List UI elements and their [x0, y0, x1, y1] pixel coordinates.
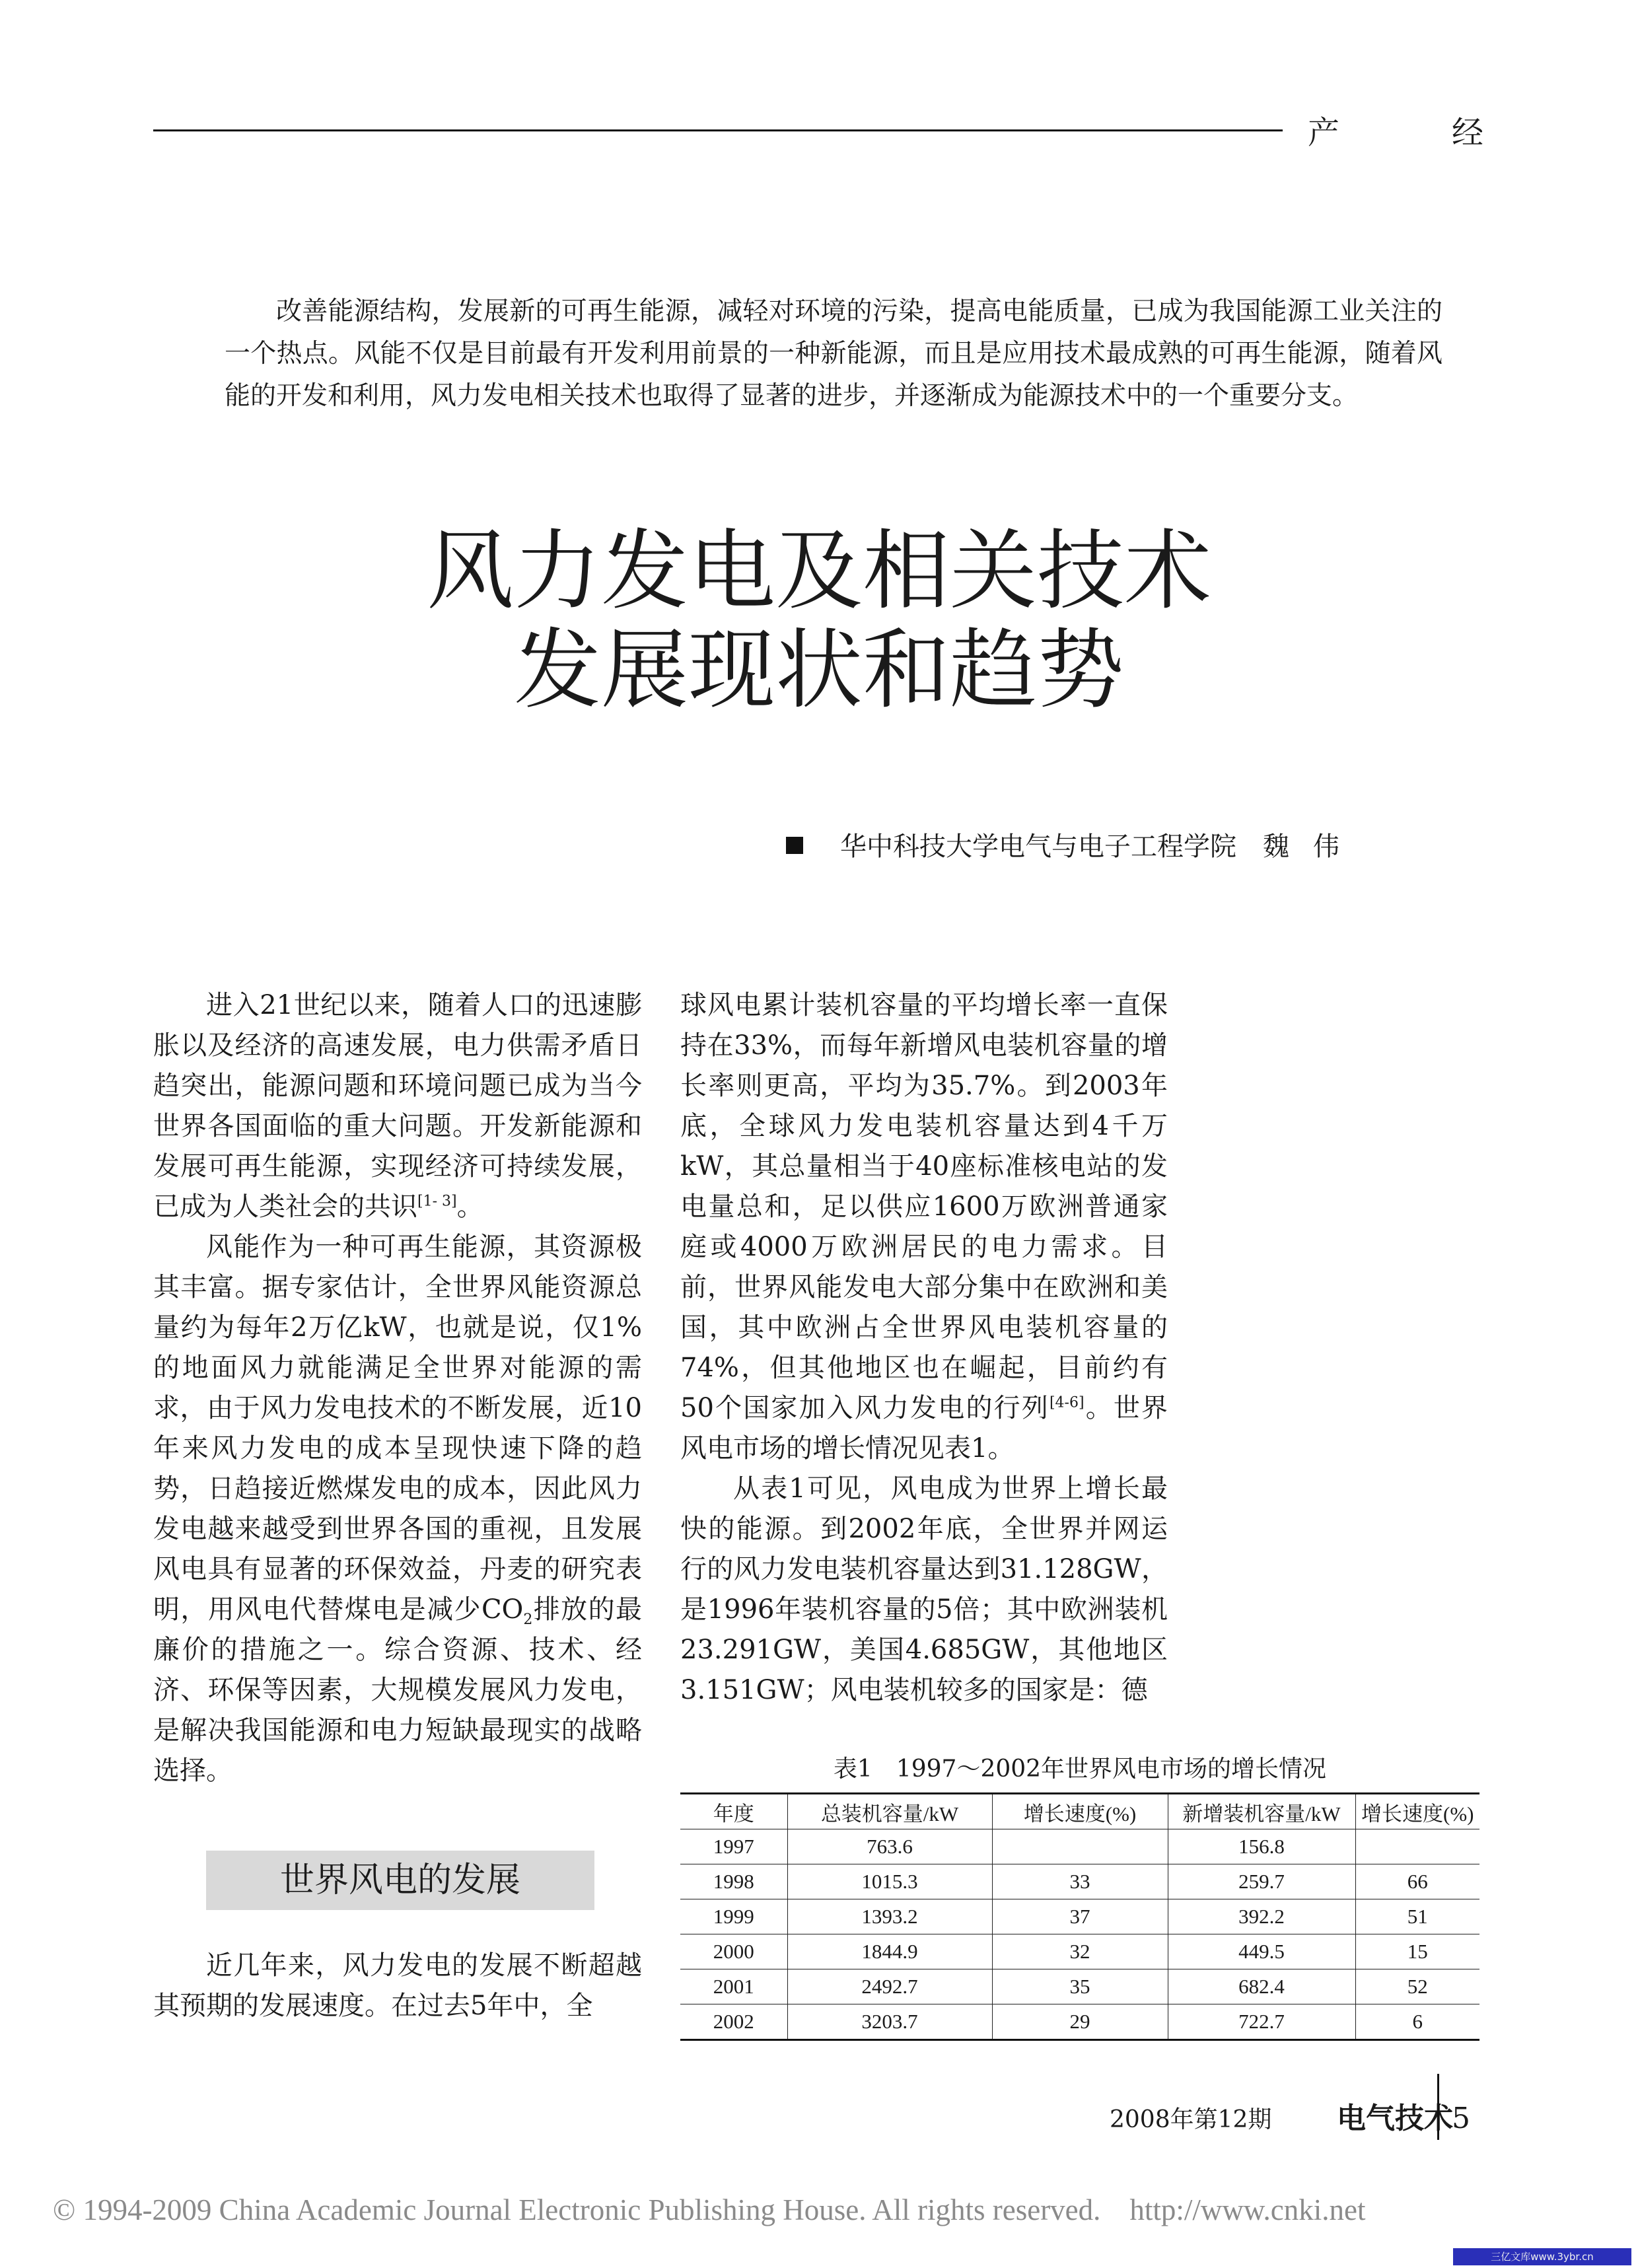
- table-cell: 392.2: [1168, 1899, 1355, 1934]
- citation-4-6: [4-6]: [1049, 1394, 1085, 1411]
- table-header-cell: 总装机容量/kW: [787, 1794, 992, 1829]
- table-cell: 2492.7: [787, 1969, 992, 2004]
- copyright-text: © 1994-2009 China Academic Journal Electronic Publishing House. All rights reserved.: [53, 2193, 1101, 2226]
- table-cell: 3203.7: [787, 2004, 992, 2040]
- table-cell: 15: [1355, 1934, 1479, 1969]
- citation-1-3: [1- 3]: [417, 1193, 457, 1210]
- body-column-right: [680, 985, 1168, 1711]
- table-row: [680, 1934, 1479, 1969]
- table-cell: 52: [1355, 1969, 1479, 2004]
- byline: [786, 827, 1446, 867]
- table-cell: 722.7: [1168, 2004, 1355, 2040]
- paragraph-world-development: 近几年来，风力发电的发展不断超越其预期的发展速度。在过去5年中，全: [153, 1950, 642, 2021]
- table-cell: [1355, 1829, 1479, 1864]
- wind-market-table: [680, 1792, 1479, 2041]
- table-cell: 32: [992, 1934, 1168, 1969]
- cnki-link[interactable]: http://www.cnki.net: [1129, 2193, 1366, 2226]
- square-bullet-icon: [786, 837, 803, 854]
- body-column-left: [153, 985, 642, 1791]
- title-line-1: 风力发电及相关技术: [427, 520, 1211, 622]
- table-row: [680, 1899, 1479, 1934]
- paragraph-wind-resource: 风能作为一种可再生能源，其资源极其丰富。据专家估计，全世界风能资源总量约为每年2万亿kW，也就是说，仅1%的地面风力就能满足全世界对能源的需求，由于风力发电技术的不断发展，近10年来风力发电的成本呈现快速下降的趋势，日趋接近燃煤发电的成本，因此风力发电越来越受到世界各国的重视，且发展风电具有显著的环保效益，丹麦的研究表明，用风电代替煤电是减少$CO_2$排放的最廉价的措施之一。综合资源、技术、经济、环保等因素，大规模发展风力发电，是解决我国能源和电力短缺最现实的战略选择。: [153, 1232, 642, 1786]
- paragraph-table-discussion: 从表1可见，风电成为世界上增长最快的能源。到2002年底，全世界并网运行的风力发电装机容量达到31.128GW，是1996年装机容量的5倍；其中欧洲装机23.291GW，美国4.685GW，其他地区3.151GW；风电装机较多的国家是：德: [680, 1473, 1168, 1705]
- table-row: [680, 1829, 1479, 1864]
- footer-separator: [1437, 2074, 1439, 2140]
- table-cell: 763.6: [787, 1829, 992, 1864]
- header-rule: [153, 129, 1283, 131]
- author-name: 魏伟: [1263, 832, 1363, 862]
- table-cell: [992, 1829, 1168, 1864]
- table-cell: 682.4: [1168, 1969, 1355, 2004]
- table-cell: 2002: [680, 2004, 787, 2040]
- table-header-row: [680, 1794, 1479, 1829]
- table-header-cell: 增长速度(%): [992, 1794, 1168, 1829]
- table-cell: 66: [1355, 1864, 1479, 1899]
- section-heading: 世界风电的发展: [206, 1851, 594, 1910]
- page-number: 5: [1452, 2102, 1470, 2135]
- table-cell: 1393.2: [787, 1899, 992, 1934]
- journal-name: 电气技术: [1337, 2102, 1453, 2135]
- co2-subscript: 2: [523, 1612, 533, 1628]
- paragraph-intro: 进入21世纪以来，随着人口的迅速膨胀以及经济的高速发展，电力供需矛盾日趋突出，能源问题和环境问题已成为当今世界各国面临的重大问题。开发新能源和发展可再生能源，实现经济可持续发展，已成为人类社会的共识[1- 3]。: [153, 990, 642, 1222]
- table-cell: 29: [992, 2004, 1168, 2040]
- table-header-cell: 新增装机容量/kW: [1168, 1794, 1355, 1829]
- section-label: 产经: [1308, 114, 1596, 151]
- copyright-line: [53, 2190, 1365, 2230]
- article-title: [159, 522, 1479, 720]
- title-line-2: 发展现状和趋势: [514, 620, 1124, 721]
- paragraph-growth-stats: 球风电累计装机容量的平均增长率一直保持在33%，而每年新增风电装机容量的增长率则更高，平均为35.7%。到2003年底，全球风力发电装机容量达到4千万kW，其总量相当于40座标准核电站的发电量总和，足以供应1600万欧洲普通家庭或4000万欧洲居民的电力需求。目前，世界风能发电大部分集中在欧洲和美国，其中欧洲占全世界风电装机容量的74%，但其他地区也在崛起，目前约有50个国家加入风力发电的行列[4-6]。世界风电市场的增长情况见表1。: [680, 990, 1168, 1464]
- table-row: [680, 2004, 1479, 2040]
- site-watermark: 三亿文库www.3ybr.cn: [1453, 2248, 1631, 2265]
- table-cell: 2001: [680, 1969, 787, 2004]
- table-cell: 35: [992, 1969, 1168, 2004]
- table-cell: 1999: [680, 1899, 787, 1934]
- table-cell: 449.5: [1168, 1934, 1355, 1969]
- table-cell: 156.8: [1168, 1829, 1355, 1864]
- table-cell: 1844.9: [787, 1934, 992, 1969]
- table-cell: 1997: [680, 1829, 787, 1864]
- table-cell: 1015.3: [787, 1864, 992, 1899]
- table-cell: 33: [992, 1864, 1168, 1899]
- table-row: [680, 1969, 1479, 2004]
- table-cell: 51: [1355, 1899, 1479, 1934]
- table-cell: 37: [992, 1899, 1168, 1934]
- table-cell: 6: [1355, 2004, 1479, 2040]
- table-cell: 2000: [680, 1934, 787, 1969]
- table-cell: 1998: [680, 1864, 787, 1899]
- abstract: 改善能源结构，发展新的可再生能源，减轻对环境的污染，提高电能质量，已成为我国能源工业关注的一个热点。风能不仅是目前最有开发利用前景的一种新能源，而且是应用技术最成熟的可再生能源，随着风能的开发和利用，风力发电相关技术也取得了显著的进步，并逐渐成为能源技术中的一个重要分支。: [225, 297, 1442, 411]
- table-header-cell: 年度: [680, 1794, 787, 1829]
- body-column-left-bottom: [153, 1946, 642, 2026]
- table-header-cell: 增长速度(%): [1355, 1794, 1479, 1829]
- table-cell: 259.7: [1168, 1864, 1355, 1899]
- issue-label: 2008年第12期: [1110, 2106, 1272, 2133]
- table-row: [680, 1864, 1479, 1899]
- table-caption: 表1 1997～2002年世界风电市场的增长情况: [833, 1755, 1327, 1783]
- affiliation: 华中科技大学电气与电子工程学院: [840, 832, 1236, 862]
